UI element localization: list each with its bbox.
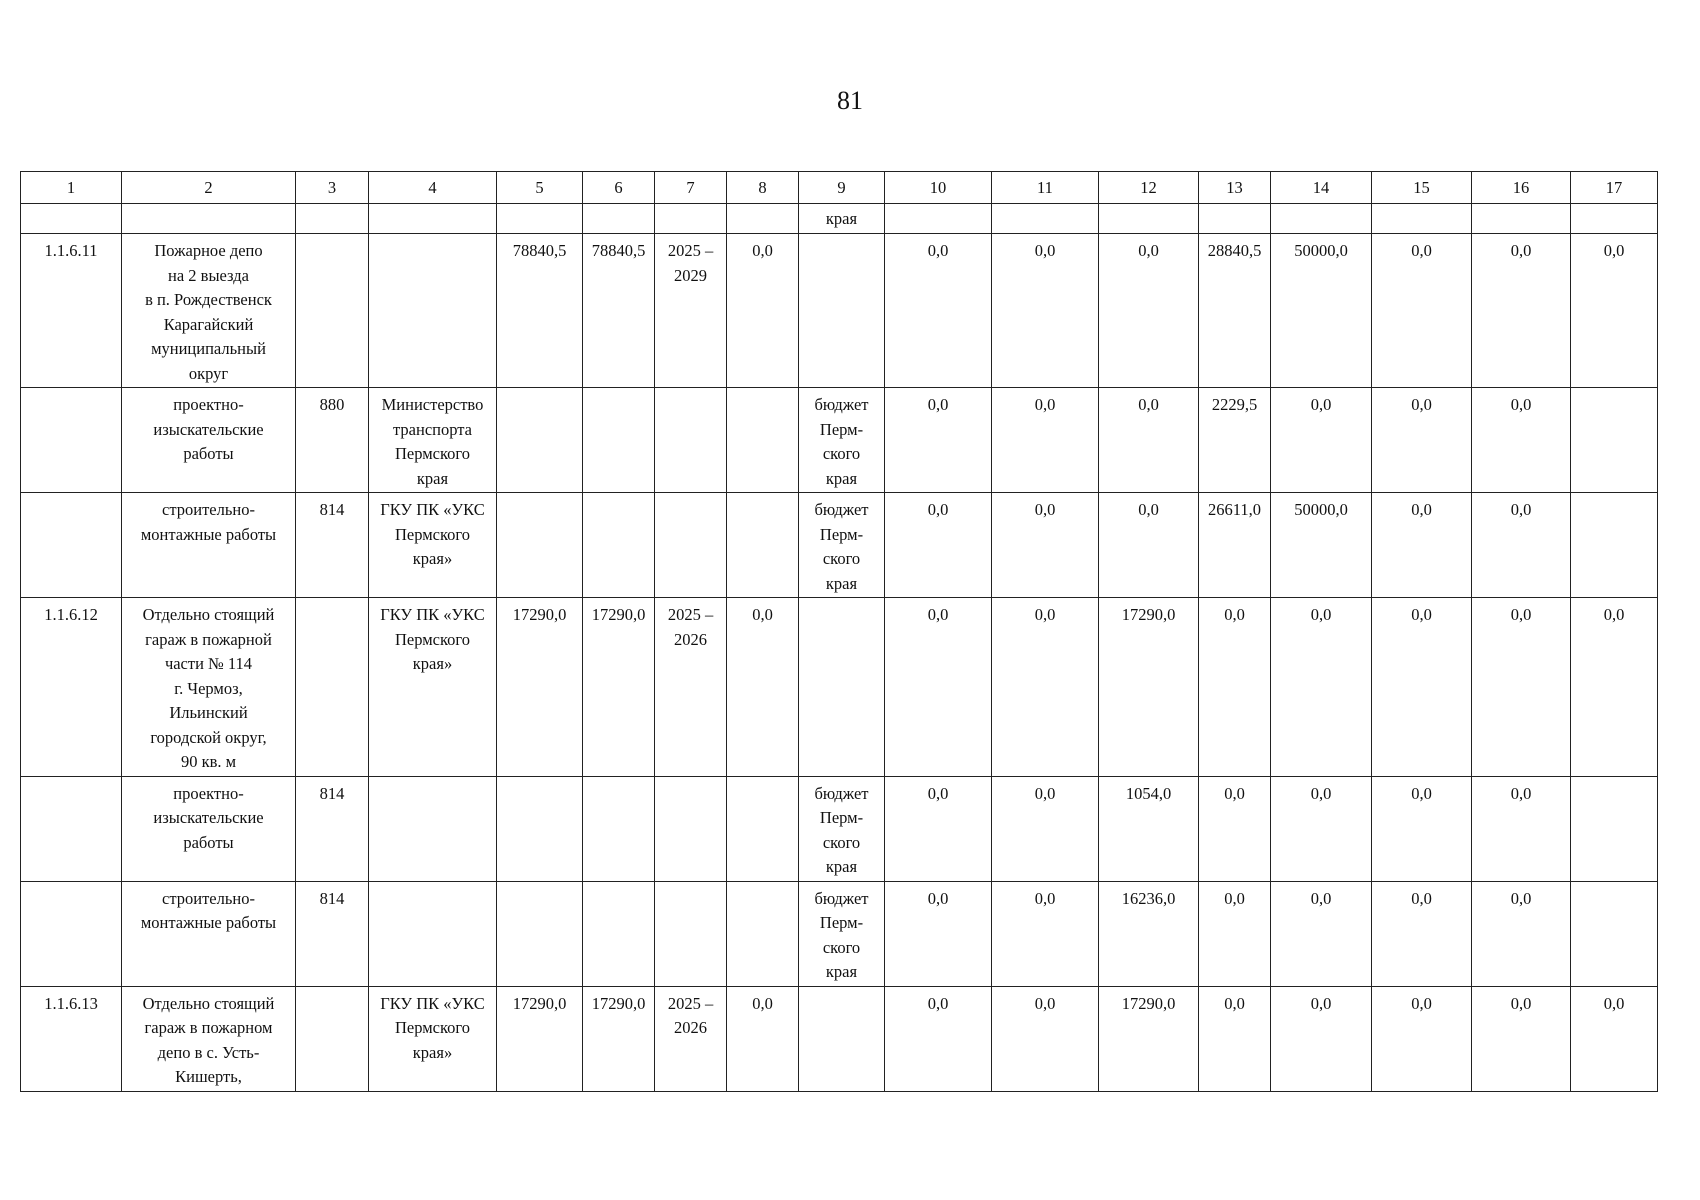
table-cell: [21, 203, 122, 234]
column-number: 1: [21, 172, 122, 204]
table-cell: 0,0: [885, 776, 992, 881]
table-cell: 0,0: [885, 234, 992, 388]
table-cell: 0,0: [1372, 388, 1472, 493]
table-cell: [497, 776, 583, 881]
table-cell: [1271, 203, 1372, 234]
table-cell: [583, 388, 655, 493]
column-number: 2: [122, 172, 296, 204]
table-cell: 0,0: [1472, 986, 1571, 1091]
table-cell: 0,0: [727, 234, 799, 388]
page-number: 81: [837, 86, 863, 115]
table-cell: 0,0: [992, 388, 1099, 493]
table-cell: 78840,5: [497, 234, 583, 388]
column-number: 17: [1571, 172, 1658, 204]
table-cell: 78840,5: [583, 234, 655, 388]
table-cell: 0,0: [727, 986, 799, 1091]
table-cell: [799, 234, 885, 388]
table-cell: Отдельно стоящий гараж в пожарном депо в с. Усть- Кишерть,: [122, 986, 296, 1091]
table-cell: 0,0: [885, 388, 992, 493]
table-cell: 1.1.6.11: [21, 234, 122, 388]
table-cell: 0,0: [1571, 234, 1658, 388]
table-cell: [296, 986, 369, 1091]
table-cell: 50000,0: [1271, 234, 1372, 388]
table-cell: [655, 203, 727, 234]
table-row: [21, 203, 1658, 234]
table-cell: ГКУ ПК «УКС Пермского края»: [369, 493, 497, 598]
column-number: 11: [992, 172, 1099, 204]
table-cell: 0,0: [1271, 881, 1372, 986]
table-cell: проектно- изыскательские работы: [122, 776, 296, 881]
table-cell: 0,0: [1099, 493, 1199, 598]
table-cell: 0,0: [1199, 776, 1271, 881]
table-cell: [296, 598, 369, 777]
table-cell: 0,0: [1472, 776, 1571, 881]
table-cell: 814: [296, 493, 369, 598]
table-cell: 0,0: [1372, 598, 1472, 777]
table-cell: [1571, 881, 1658, 986]
column-number: 5: [497, 172, 583, 204]
column-number: 16: [1472, 172, 1571, 204]
table-row: [21, 493, 1658, 598]
table-cell: 0,0: [1372, 881, 1472, 986]
table-cell: проектно- изыскательские работы: [122, 388, 296, 493]
table-cell: 2025 – 2029: [655, 234, 727, 388]
table-cell: строительно- монтажные работы: [122, 493, 296, 598]
table-cell: [727, 881, 799, 986]
column-number: 4: [369, 172, 497, 204]
table-cell: [799, 598, 885, 777]
table-cell: 26611,0: [1199, 493, 1271, 598]
table-cell: [1571, 493, 1658, 598]
table-cell: [1571, 203, 1658, 234]
table-cell: 0,0: [1372, 776, 1472, 881]
table-cell: 0,0: [1271, 388, 1372, 493]
table-cell: [583, 493, 655, 598]
table-cell: бюджет Перм- ского края: [799, 776, 885, 881]
table-cell: 880: [296, 388, 369, 493]
table-cell: 814: [296, 776, 369, 881]
table-cell: 0,0: [1372, 493, 1472, 598]
table-cell: [497, 493, 583, 598]
table-cell: 1.1.6.13: [21, 986, 122, 1091]
table-cell: [1472, 203, 1571, 234]
table-cell: 17290,0: [1099, 986, 1199, 1091]
table-cell: 17290,0: [497, 598, 583, 777]
table-cell: 0,0: [992, 776, 1099, 881]
table-cell: [1199, 203, 1271, 234]
table-cell: 0,0: [1472, 881, 1571, 986]
table-cell: 0,0: [1571, 598, 1658, 777]
table-cell: [21, 388, 122, 493]
table-cell: [497, 388, 583, 493]
column-number: 8: [727, 172, 799, 204]
table-cell: 17290,0: [583, 598, 655, 777]
table-cell: 28840,5: [1199, 234, 1271, 388]
table-cell: 0,0: [885, 986, 992, 1091]
table-cell: 17290,0: [583, 986, 655, 1091]
table-cell: 0,0: [885, 598, 992, 777]
table-cell: [296, 234, 369, 388]
table-cell: 2229,5: [1199, 388, 1271, 493]
table-cell: [992, 203, 1099, 234]
table-cell: 0,0: [1271, 986, 1372, 1091]
table-cell: 0,0: [1472, 388, 1571, 493]
table-cell: [727, 493, 799, 598]
table-cell: 2025 – 2026: [655, 598, 727, 777]
table-cell: [1571, 776, 1658, 881]
table-cell: 1.1.6.12: [21, 598, 122, 777]
table-row: [21, 986, 1658, 1091]
table-cell: 0,0: [885, 493, 992, 598]
table-cell: 0,0: [1099, 388, 1199, 493]
table-cell: Пожарное депо на 2 выезда в п. Рождественск Карагайский муниципальный округ: [122, 234, 296, 388]
column-number-row: [21, 172, 1658, 204]
table-cell: 0,0: [992, 986, 1099, 1091]
table-cell: бюджет Перм- ского края: [799, 493, 885, 598]
table-cell: Отдельно стоящий гараж в пожарной части № 114 г. Чермоз, Ильинский городской округ, 90 кв. м: [122, 598, 296, 777]
column-number: 6: [583, 172, 655, 204]
column-number: 13: [1199, 172, 1271, 204]
table-cell: 17290,0: [1099, 598, 1199, 777]
table-cell: 2025 – 2026: [655, 986, 727, 1091]
table-cell: [21, 881, 122, 986]
table-cell: [727, 203, 799, 234]
table-cell: строительно- монтажные работы: [122, 881, 296, 986]
table-cell: [369, 234, 497, 388]
table-body: [21, 172, 1658, 1092]
table-cell: края: [799, 203, 885, 234]
table-cell: 0,0: [1199, 881, 1271, 986]
table-cell: [885, 203, 992, 234]
table-cell: [497, 881, 583, 986]
table-cell: 16236,0: [1099, 881, 1199, 986]
table-cell: 0,0: [992, 881, 1099, 986]
table-cell: [369, 776, 497, 881]
column-number: 14: [1271, 172, 1372, 204]
column-number: 3: [296, 172, 369, 204]
table-cell: 0,0: [1099, 234, 1199, 388]
table-cell: [369, 203, 497, 234]
table-cell: 0,0: [1472, 234, 1571, 388]
table-cell: [21, 776, 122, 881]
column-number: 12: [1099, 172, 1199, 204]
table-cell: ГКУ ПК «УКС Пермского края»: [369, 598, 497, 777]
table-cell: [799, 986, 885, 1091]
table-cell: [497, 203, 583, 234]
table-cell: 0,0: [1271, 598, 1372, 777]
table-cell: 814: [296, 881, 369, 986]
table-cell: [655, 388, 727, 493]
table-cell: [583, 203, 655, 234]
table-row: [21, 388, 1658, 493]
column-number: 10: [885, 172, 992, 204]
table-cell: Министерство транспорта Пермского края: [369, 388, 497, 493]
table-row: [21, 234, 1658, 388]
table-cell: [122, 203, 296, 234]
table-cell: 0,0: [1372, 986, 1472, 1091]
table-cell: [1372, 203, 1472, 234]
table-cell: 0,0: [992, 493, 1099, 598]
table-cell: 0,0: [1571, 986, 1658, 1091]
table-cell: [655, 776, 727, 881]
table-cell: [21, 493, 122, 598]
table-cell: 0,0: [992, 598, 1099, 777]
budget-table: [20, 171, 1658, 1092]
table-row: [21, 881, 1658, 986]
table-cell: ГКУ ПК «УКС Пермского края»: [369, 986, 497, 1091]
table-cell: бюджет Перм- ского края: [799, 881, 885, 986]
table-cell: 0,0: [1472, 493, 1571, 598]
table-cell: [655, 493, 727, 598]
table-cell: [583, 776, 655, 881]
table-row: [21, 776, 1658, 881]
table-cell: 0,0: [1199, 598, 1271, 777]
table-cell: [727, 776, 799, 881]
table-cell: 0,0: [1472, 598, 1571, 777]
table-cell: 0,0: [992, 234, 1099, 388]
table-cell: 50000,0: [1271, 493, 1372, 598]
column-number: 15: [1372, 172, 1472, 204]
table-cell: [583, 881, 655, 986]
table-cell: 1054,0: [1099, 776, 1199, 881]
table-cell: [1099, 203, 1199, 234]
table-cell: 0,0: [1199, 986, 1271, 1091]
table-cell: [727, 388, 799, 493]
table-cell: 0,0: [1372, 234, 1472, 388]
column-number: 9: [799, 172, 885, 204]
table-row: [21, 598, 1658, 777]
table-cell: 0,0: [727, 598, 799, 777]
table-cell: 17290,0: [497, 986, 583, 1091]
table-cell: [296, 203, 369, 234]
column-number: 7: [655, 172, 727, 204]
table-cell: бюджет Перм- ского края: [799, 388, 885, 493]
table-cell: 0,0: [885, 881, 992, 986]
table-cell: 0,0: [1271, 776, 1372, 881]
table-cell: [655, 881, 727, 986]
table-cell: [1571, 388, 1658, 493]
table-cell: [369, 881, 497, 986]
